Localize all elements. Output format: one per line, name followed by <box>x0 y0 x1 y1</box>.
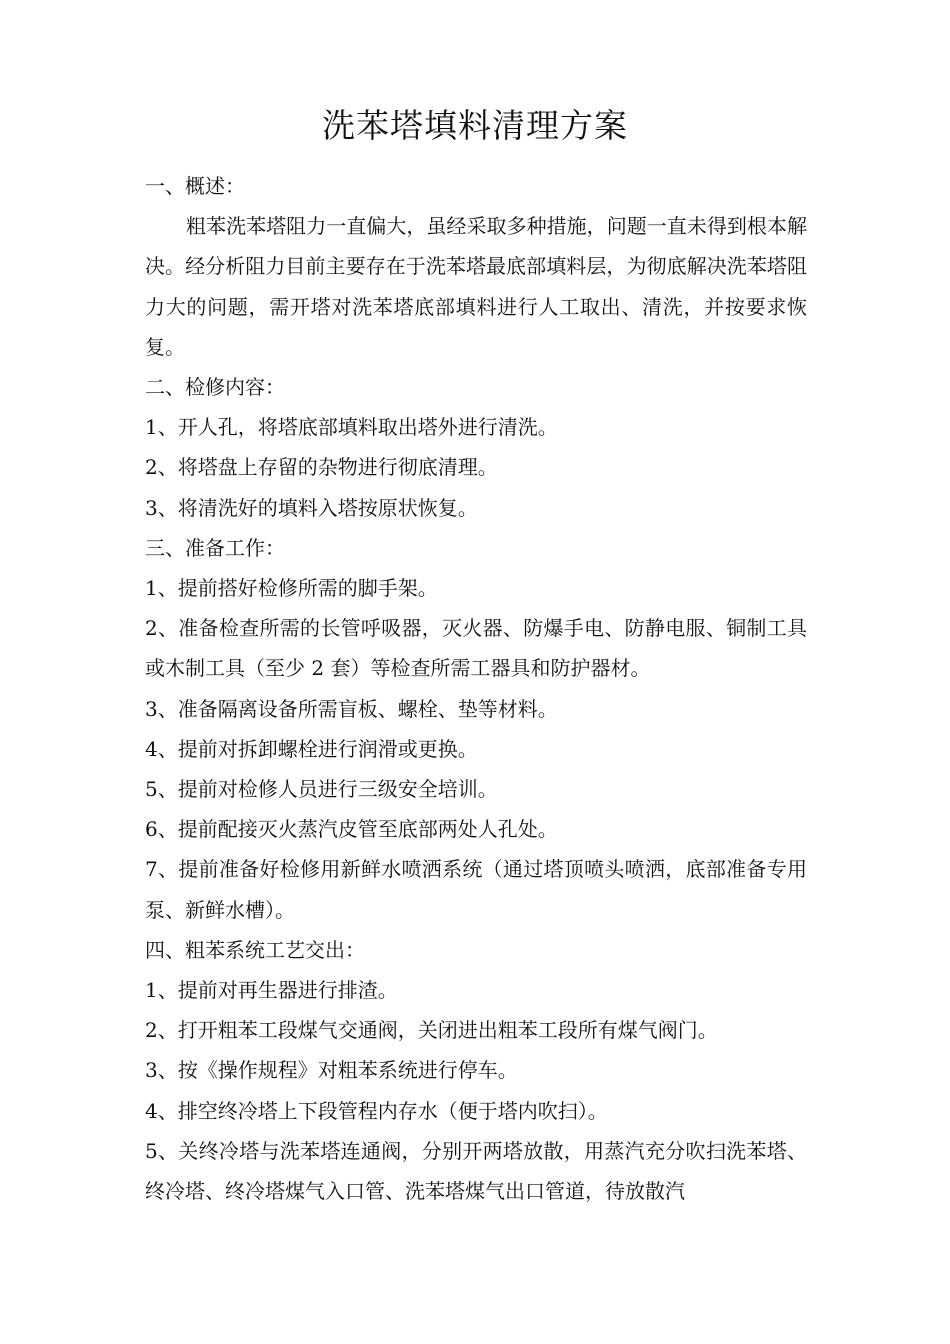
paragraph: 粗苯洗苯塔阻力一直偏大，虽经采取多种措施，问题一直未得到根本解决。经分析阻力目前主要存在于洗苯塔最底部填料层，为彻底解决洗苯塔阻力大的问题，需开塔对洗苯塔底部填料进行人工取出、清洗，并按要求恢复。 <box>145 214 807 359</box>
paragraph: 4、排空终冷塔上下段管程内存水（便于塔内吹扫）。 <box>145 1098 608 1123</box>
paragraph: 6、提前配接灭火蒸汽皮管至底部两处人孔处。 <box>145 817 558 842</box>
paragraph: 2、打开粗苯工段煤气交通阀，关闭进出粗苯工段所有煤气阀门。 <box>145 1018 718 1043</box>
paragraph: 1、提前搭好检修所需的脚手架。 <box>145 576 438 601</box>
paragraph: 四、粗苯系统工艺交出： <box>145 937 365 962</box>
paragraph: 三、准备工作： <box>145 535 285 560</box>
paragraph: 3、将清洗好的填料入塔按原状恢复。 <box>145 495 478 520</box>
paragraph: 5、关终冷塔与洗苯塔连通阀，分别开两塔放散，用蒸汽充分吹扫洗苯塔、终冷塔、终冷塔煤气入口管、洗苯塔煤气出口管道，待放散汽 <box>145 1138 807 1204</box>
paragraph: 1、提前对再生器进行排渣。 <box>145 978 398 1003</box>
paragraph: 二、检修内容： <box>145 375 285 400</box>
paragraph: 2、准备检查所需的长管呼吸器，灭火器、防爆手电、防静电服、铜制工具或木制工具（至少 2 套）等检查所需工器具和防护器材。 <box>145 616 807 681</box>
paragraph: 4、提前对拆卸螺栓进行润滑或更换。 <box>145 736 478 761</box>
paragraph: 2、将塔盘上存留的杂物进行彻底清理。 <box>145 455 498 480</box>
paragraph: 3、按《操作规程》对粗苯系统进行停车。 <box>145 1058 518 1083</box>
document-body <box>145 166 807 1211</box>
document-title: 洗苯塔填料清理方案 <box>322 106 628 145</box>
paragraph: 3、准备隔离设备所需盲板、螺栓、垫等材料。 <box>145 696 558 721</box>
paragraph: 5、提前对检修人员进行三级安全培训。 <box>145 777 498 802</box>
paragraph: 7、提前准备好检修用新鲜水喷洒系统（通过塔顶喷头喷洒，底部准备专用泵、新鲜水槽）。 <box>145 857 807 922</box>
paragraph: 1、开人孔，将塔底部填料取出塔外进行清洗。 <box>145 415 558 440</box>
paragraph: 一、概述： <box>145 174 245 198</box>
